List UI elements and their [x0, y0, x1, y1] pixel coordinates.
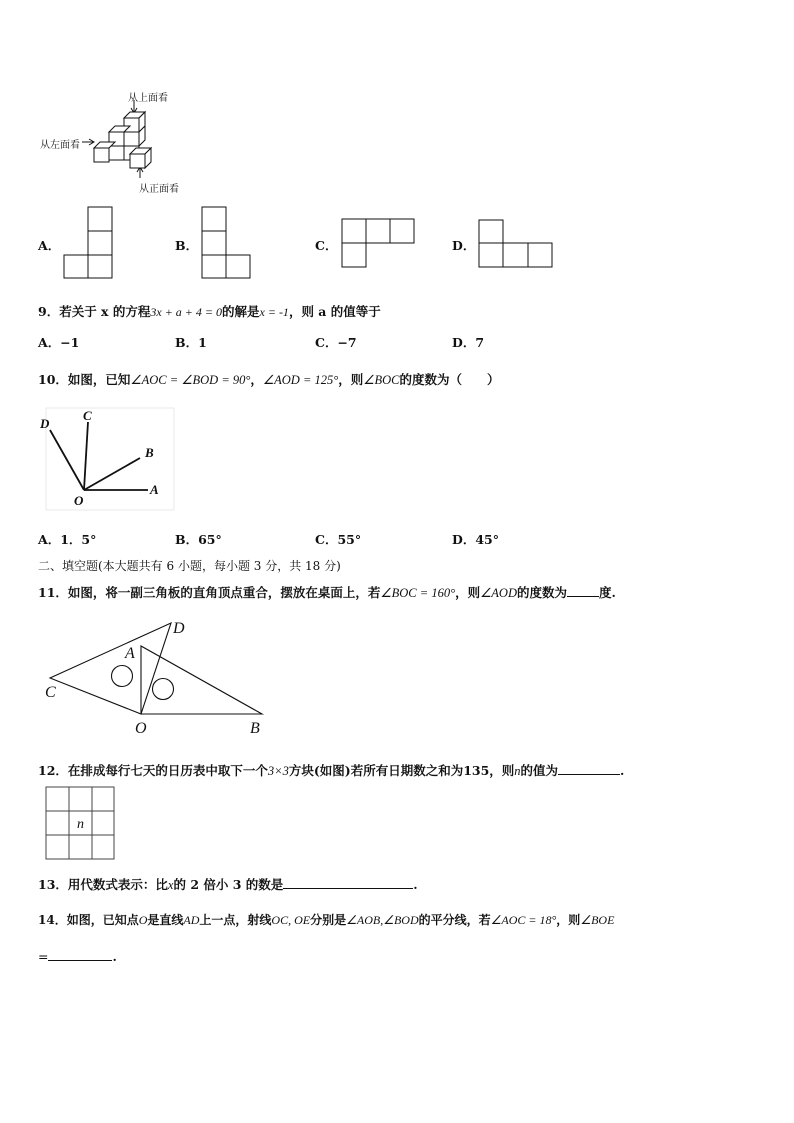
q13-answer-blank[interactable] — [283, 876, 413, 889]
q9-option-d[interactable]: D．7 — [452, 335, 485, 350]
q10-label-c: C — [83, 408, 92, 423]
q12-cell-n: n — [77, 817, 84, 832]
label-front-view: 从正面看 — [139, 184, 179, 195]
q11-label-b: B — [250, 720, 260, 737]
q8-option-c[interactable]: C． — [315, 238, 338, 253]
q9-option-a[interactable]: A．−1 — [38, 335, 80, 350]
q11-label-c: C — [45, 684, 56, 701]
q9-option-b[interactable]: B．1 — [175, 335, 207, 350]
section-heading: 二、填空题(本大题共有 6 小题，每小题 3 分，共 18 分) — [38, 559, 341, 573]
q13-question: 13．用代数式表示：比x的 2 倍小 3 的数是 . — [38, 877, 418, 892]
q11-label-a: A — [125, 645, 135, 662]
q10-option-d[interactable]: D．45° — [452, 532, 499, 547]
q10-label-b: B — [145, 445, 154, 460]
q9-question: 9．若关于 x 的方程3x + a + 4 = 0的解是x = -1，则 a 的值等于 — [38, 304, 381, 319]
q10-option-a[interactable]: A．1．5° — [38, 532, 97, 547]
q8-option-b[interactable]: B． — [175, 238, 199, 253]
q11-question: 11．如图，将一副三角板的直角顶点重合，摆放在桌面上，若∠BOC = 160°，则∠AOD的度数为 度. — [38, 585, 616, 600]
q10-label-o: O — [74, 493, 84, 508]
q9-option-c[interactable]: C．−7 — [315, 335, 357, 350]
q12-question: 12．在排成每行七天的日历表中取下一个3×3方块(如图)若所有日期数之和为135，则n的值为 . — [38, 763, 625, 778]
q11-label-o: O — [135, 720, 147, 737]
q8-option-d[interactable]: D． — [452, 238, 476, 253]
q10-question: 10．如图，已知∠AOC = ∠BOD = 90°，∠AOD = 125°，则∠BOC的度数为（ ） — [38, 372, 500, 387]
label-top-view: 从上面看 — [128, 93, 168, 104]
q10-option-b[interactable]: B．65° — [175, 532, 222, 547]
q14-answer-line: = . — [38, 949, 117, 964]
q10-option-c[interactable]: C．55° — [315, 532, 362, 547]
q8-option-a[interactable]: A． — [38, 238, 61, 253]
q10-label-a: A — [150, 482, 159, 497]
label-left-view: 从左面看 — [40, 140, 80, 151]
q10-label-d: D — [40, 416, 50, 431]
q14-answer-blank[interactable] — [48, 948, 112, 961]
q14-question: 14．如图，已知点O是直线AD上一点，射线OC, OE分别是∠AOB,∠BOD的平分线，若∠AOC = 18°，则∠BOE — [38, 913, 615, 927]
q11-label-d: D — [173, 620, 185, 637]
